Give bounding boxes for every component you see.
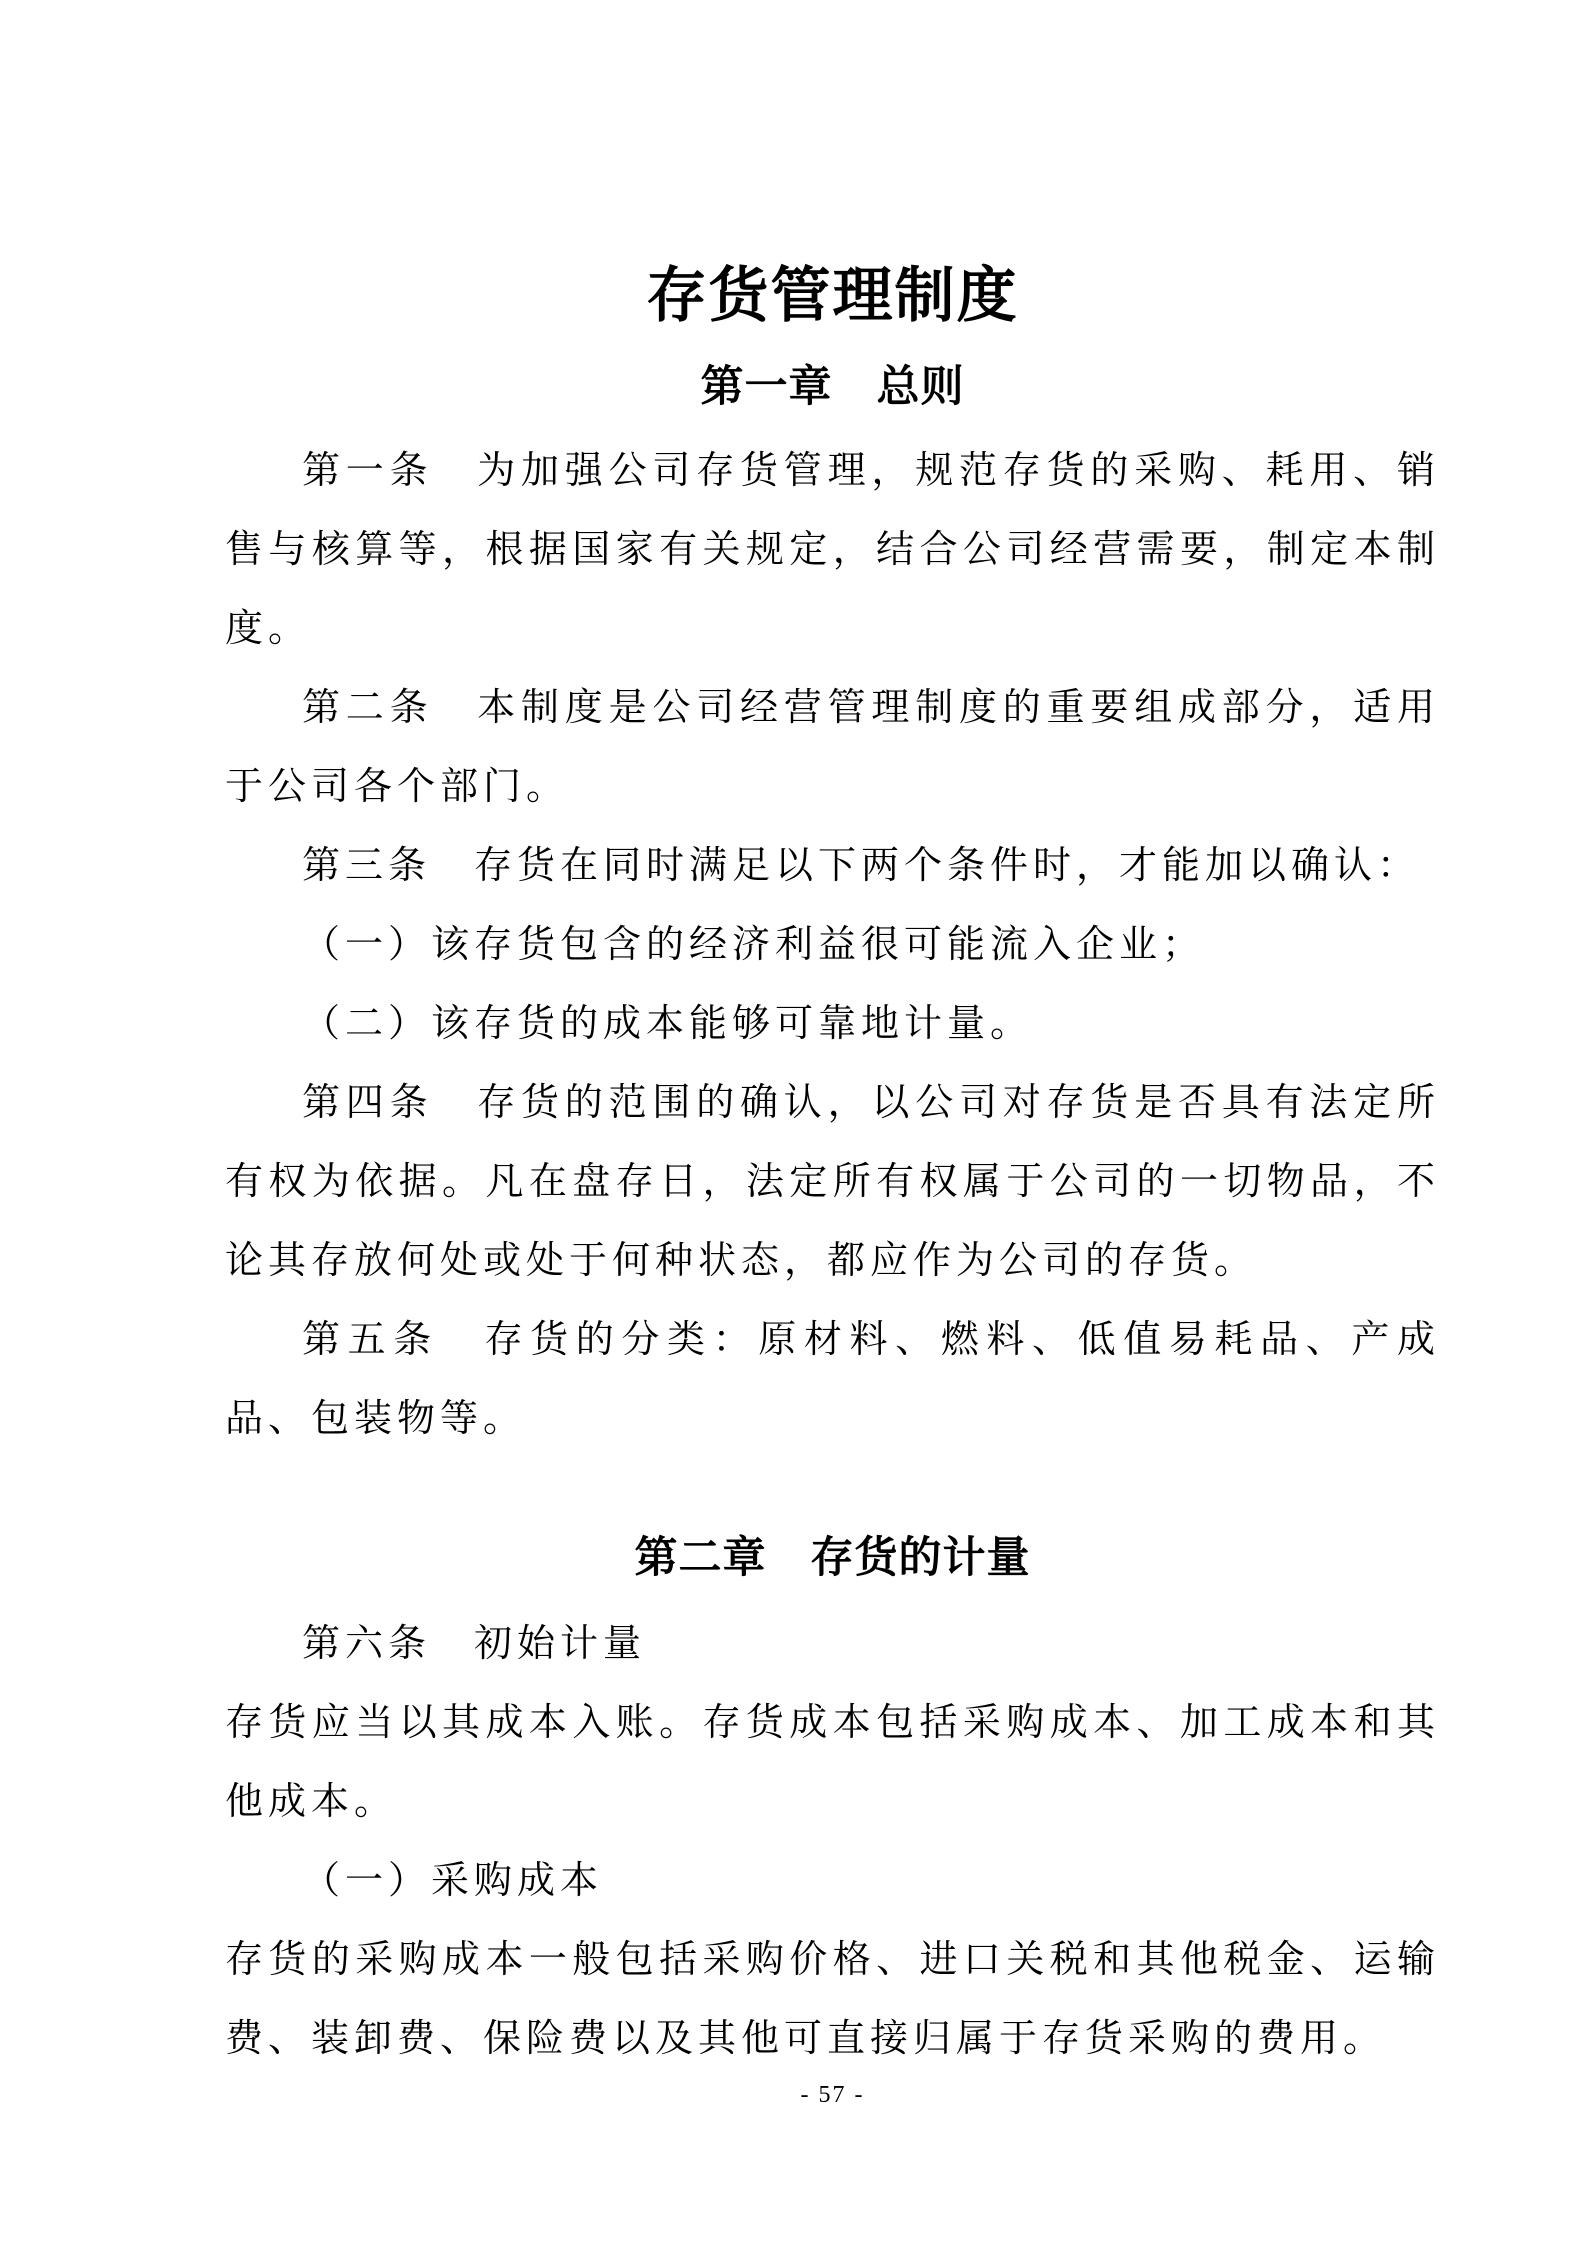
document-title: 存货管理制度 <box>646 263 1019 329</box>
article-1-paragraph: 第一条 为加强公司存货管理，规范存货的采购、耗用、销售与核算等，根据国家有关规定，结合公司经营需要，制定本制度。 <box>225 450 1440 650</box>
article-2-paragraph: 第二条 本制度是公司经营管理制度的重要组成部分，适用于公司各个部门。 <box>225 687 1440 808</box>
article-3-item-2: （二）该存货的成本能够可靠地计量。 <box>302 1003 1034 1045</box>
article-6-item-1-heading: （一）采购成本 <box>302 1860 604 1902</box>
document-content <box>225 0 1440 2079</box>
article-4-paragraph: 第四条 存货的范围的确认，以公司对存货是否具有法定所有权为依据。凡在盘存日，法定所有权属于公司的一切物品，不论其存放何处或处于何种状态，都应作为公司的存货。 <box>225 1082 1440 1282</box>
article-6-item-1-body: 存货的采购成本一般包括采购价格、进口关税和其他税金、运输费、装卸费、保险费以及其他可直接归属于存货采购的费用。 <box>225 1939 1440 2060</box>
article-3-item-1: （一）该存货包含的经济利益很可能流入企业； <box>302 924 1206 966</box>
article-5-paragraph: 第五条 存货的分类：原材料、燃料、低值易耗品、产成品、包装物等。 <box>225 1319 1440 1440</box>
article-3-paragraph: 第三条 存货在同时满足以下两个条件时，才能加以确认： <box>302 845 1421 887</box>
chapter-1-heading: 第一章 总则 <box>700 364 965 411</box>
chapter-2-heading: 第二章 存货的计量 <box>634 1535 1031 1582</box>
page-number: - 57 - <box>800 2082 865 2108</box>
article-6-paragraph: 第六条 初始计量 <box>302 1623 647 1665</box>
article-6-body-paragraph: 存货应当以其成本入账。存货成本包括采购成本、加工成本和其他成本。 <box>225 1702 1440 1823</box>
